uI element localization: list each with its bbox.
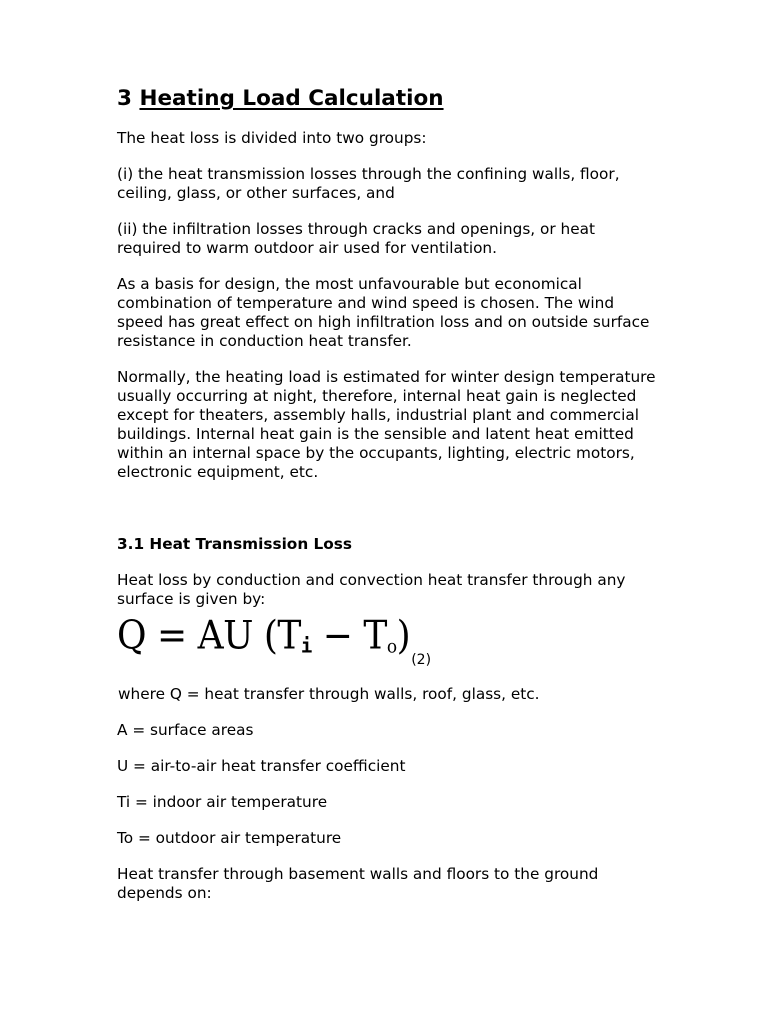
- basement-paragraph: Heat transfer through basement walls and floors to the ground depends on:: [117, 865, 599, 902]
- equation-formula: [117, 613, 410, 671]
- equation-subscript-o: o: [386, 636, 397, 659]
- definition-to: To = outdoor air temperature: [117, 829, 342, 847]
- equation-close: ): [396, 613, 411, 659]
- equation-subscript-i: i: [300, 634, 312, 659]
- equation-minus: − T: [311, 613, 387, 659]
- heat-transmission-item: (i) the heat transmission losses through the confining walls, floor, ceiling, glass, or other surfaces, and: [117, 165, 620, 202]
- winter-design-paragraph: Normally, the heating load is estimated for winter design temperature usually occurring at night, therefore, internal heat gain is neglected except for theaters, assembly halls, industrial plant and commercial buildings. Internal heat gain is the sensible and latent heat emitted within an internal space by the occupants, lighting, electric motors, electronic equipment, etc.: [117, 368, 656, 481]
- definition-u: U = air-to-air heat transfer coefficient: [117, 757, 406, 775]
- design-basis-paragraph: As a basis for design, the most unfavourable but economical combination of temperature and wind speed is chosen. The wind speed has great effect on high infiltration loss and on outside surface resistance in conduction heat transfer.: [117, 275, 650, 350]
- definition-a: A = surface areas: [117, 721, 254, 739]
- conduction-paragraph: Heat loss by conduction and convection heat transfer through any surface is given by:: [117, 571, 626, 608]
- definition-ti: Ti = indoor air temperature: [117, 793, 328, 811]
- section-number: 3: [117, 86, 132, 111]
- subsection-heading: 3.1 Heat Transmission Loss: [117, 535, 353, 553]
- section-heading: [117, 84, 658, 114]
- section-title: Heating Load Calculation: [139, 86, 444, 111]
- equation-number: (2): [411, 652, 432, 668]
- heat-loss-equation: [117, 613, 658, 671]
- definition-q: where Q = heat transfer through walls, roof, glass, etc.: [118, 685, 540, 703]
- intro-paragraph: The heat loss is divided into two groups:: [117, 129, 427, 147]
- infiltration-item: (ii) the infiltration losses through cracks and openings, or heat required to warm outdoor air used for ventilation.: [117, 220, 596, 257]
- equation-lhs: Q = AU (T: [117, 613, 301, 659]
